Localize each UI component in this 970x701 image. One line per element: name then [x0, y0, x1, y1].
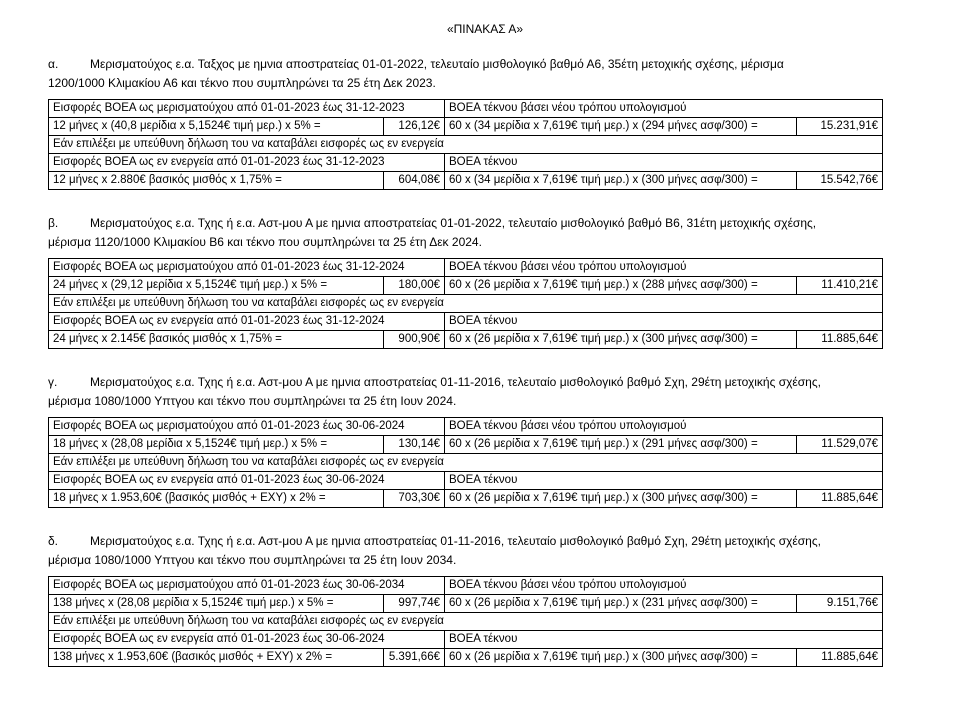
- table-row: [49, 136, 883, 154]
- table-row: [49, 100, 883, 118]
- active-formula: 138 μήνες x 1.953,60€ (βασικός μισθός + ΕΧΥ) x 2% =: [49, 649, 384, 667]
- section-letter: γ.: [48, 375, 58, 389]
- header-active-contributions: Εισφορές ΒΟΕΑ ως εν ενεργεία από 01-01-2023 έως 31-12-2024: [49, 313, 445, 331]
- table-row: [49, 631, 883, 649]
- child-formula: 60 x (26 μερίδια x 7,619€ τιμή μερ.) x (288 μήνες ασφ/300) =: [445, 277, 797, 295]
- section-alpha: [48, 55, 928, 190]
- note-row: Εάν επιλέξει με υπεύθυνη δήλωση του να καταβάλει εισφορές ως εν ενεργεία: [49, 613, 883, 631]
- intro-line-2: 1200/1000 Κλιμακίου Α6 και τέκνο που συμπληρώνει τα 25 έτη Δεκ 2023.: [48, 76, 436, 90]
- intro-line-2: μέρισμα 1080/1000 Υπτγου και τέκνο που συμπληρώνει τα 25 έτη Ιουν 2024.: [48, 394, 457, 408]
- active-value: 900,90€: [384, 331, 445, 349]
- header-member-contributions: Εισφορές ΒΟΕΑ ως μερισματούχου από 01-01-2023 έως 31-12-2024: [49, 259, 445, 277]
- intro-line-1: Μερισματούχος ε.α. Τχης ή ε.α. Αστ-μου Α με ημνια αποστρατείας 01-11-2016, τελευταίο μισθολογικό βαθμό Σχη, 29έτη μετοχικής σχέσης,: [90, 375, 821, 389]
- header-active-contributions: Εισφορές ΒΟΕΑ ως εν ενεργεία από 01-01-2023 έως 31-12-2023: [49, 154, 445, 172]
- table-row: [49, 277, 883, 295]
- active-formula: 24 μήνες x 2.145€ βασικός μισθός x 1,75% =: [49, 331, 384, 349]
- intro-line-2: μέρισμα 1080/1000 Υπτγου και τέκνο που συμπληρώνει τα 25 έτη Ιουν 2034.: [48, 553, 457, 567]
- header-member-contributions: Εισφορές ΒΟΕΑ ως μερισματούχου από 01-01-2023 έως 30-06-2024: [49, 418, 445, 436]
- child-formula: 60 x (26 μερίδια x 7,619€ τιμή μερ.) x (231 μήνες ασφ/300) =: [445, 595, 797, 613]
- section-letter: β.: [48, 216, 59, 230]
- table-row: [49, 577, 883, 595]
- section-intro: [48, 532, 928, 570]
- child-value: 11.410,21€: [797, 277, 883, 295]
- header-child-boea: ΒΟΕΑ τέκνου: [445, 313, 883, 331]
- header-child-boea: ΒΟΕΑ τέκνου: [445, 154, 883, 172]
- table-row: [49, 295, 883, 313]
- child-formula-active: 60 x (26 μερίδια x 7,619€ τιμή μερ.) x (300 μήνες ασφ/300) =: [445, 490, 797, 508]
- child-value: 11.529,07€: [797, 436, 883, 454]
- active-value: 5.391,66€: [384, 649, 445, 667]
- header-child-boea-new: ΒΟΕΑ τέκνου βάσει νέου τρόπου υπολογισμού: [445, 100, 883, 118]
- table-row: [49, 490, 883, 508]
- header-member-contributions: Εισφορές ΒΟΕΑ ως μερισματούχου από 01-01-2023 έως 30-06-2034: [49, 577, 445, 595]
- child-value-active: 11.885,64€: [797, 649, 883, 667]
- member-formula: 12 μήνες x (40,8 μερίδια x 5,1524€ τιμή μερ.) x 5% =: [49, 118, 384, 136]
- header-active-contributions: Εισφορές ΒΟΕΑ ως εν ενεργεία από 01-01-2023 έως 30-06-2024: [49, 631, 445, 649]
- contributions-table: [48, 258, 883, 349]
- member-formula: 24 μήνες x (29,12 μερίδια x 5,1524€ τιμή μερ.) x 5% =: [49, 277, 384, 295]
- table-row: [49, 118, 883, 136]
- child-value: 9.151,76€: [797, 595, 883, 613]
- section-intro: [48, 214, 928, 252]
- note-row: Εάν επιλέξει με υπεύθυνη δήλωση του να καταβάλει εισφορές ως εν ενεργεία: [49, 295, 883, 313]
- section-letter: δ.: [48, 534, 59, 548]
- table-row: [49, 331, 883, 349]
- intro-line-1: Μερισματούχος ε.α. Τχης ή ε.α. Αστ-μου Α με ημνια αποστρατείας 01-11-2016, τελευταίο μισθολογικό βαθμό Σχη, 29έτη μετοχικής σχέσης,: [90, 534, 821, 548]
- table-row: [49, 472, 883, 490]
- member-formula: 138 μήνες x (28,08 μερίδια x 5,1524€ τιμή μερ.) x 5% =: [49, 595, 384, 613]
- active-value: 703,30€: [384, 490, 445, 508]
- contributions-table: [48, 417, 883, 508]
- child-value: 15.231,91€: [797, 118, 883, 136]
- section-intro: [48, 55, 928, 93]
- child-value-active: 15.542,76€: [797, 172, 883, 190]
- header-active-contributions: Εισφορές ΒΟΕΑ ως εν ενεργεία από 01-01-2023 έως 30-06-2024: [49, 472, 445, 490]
- member-value: 130,14€: [384, 436, 445, 454]
- header-child-boea-new: ΒΟΕΑ τέκνου βάσει νέου τρόπου υπολογισμού: [445, 418, 883, 436]
- child-formula-active: 60 x (26 μερίδια x 7,619€ τιμή μερ.) x (300 μήνες ασφ/300) =: [445, 331, 797, 349]
- member-value: 180,00€: [384, 277, 445, 295]
- table-row: [49, 454, 883, 472]
- child-value-active: 11.885,64€: [797, 490, 883, 508]
- table-row: [49, 436, 883, 454]
- note-row: Εάν επιλέξει με υπεύθυνη δήλωση του να καταβάλει εισφορές ως εν ενεργεία: [49, 454, 883, 472]
- header-member-contributions: Εισφορές ΒΟΕΑ ως μερισματούχου από 01-01-2023 έως 31-12-2023: [49, 100, 445, 118]
- section-intro: [48, 373, 928, 411]
- table-row: [49, 649, 883, 667]
- intro-line-2: μέρισμα 1120/1000 Κλιμακίου Β6 και τέκνο που συμπληρώνει τα 25 έτη Δεκ 2024.: [48, 235, 482, 249]
- section-letter: α.: [48, 57, 59, 71]
- header-child-boea-new: ΒΟΕΑ τέκνου βάσει νέου τρόπου υπολογισμού: [445, 577, 883, 595]
- section-delta: [48, 532, 928, 667]
- child-formula: 60 x (34 μερίδια x 7,619€ τιμή μερ.) x (294 μήνες ασφ/300) =: [445, 118, 797, 136]
- section-beta: [48, 214, 928, 349]
- intro-line-1: Μερισματούχος ε.α. Τχης ή ε.α. Αστ-μου Α με ημνια αποστρατείας 01-01-2022, τελευταίο μισθολογικό βαθμό Β6, 31έτη μετοχικής σχέσης,: [90, 216, 817, 230]
- child-formula: 60 x (26 μερίδια x 7,619€ τιμή μερ.) x (291 μήνες ασφ/300) =: [445, 436, 797, 454]
- child-formula-active: 60 x (34 μερίδια x 7,619€ τιμή μερ.) x (300 μήνες ασφ/300) =: [445, 172, 797, 190]
- table-row: [49, 154, 883, 172]
- header-child-boea: ΒΟΕΑ τέκνου: [445, 631, 883, 649]
- active-value: 604,08€: [384, 172, 445, 190]
- table-row: [49, 313, 883, 331]
- contributions-table: [48, 576, 883, 667]
- child-value-active: 11.885,64€: [797, 331, 883, 349]
- section-gamma: [48, 373, 928, 508]
- active-formula: 18 μήνες x 1.953,60€ (βασικός μισθός + ΕΧΥ) x 2% =: [49, 490, 384, 508]
- table-row: [49, 172, 883, 190]
- active-formula: 12 μήνες x 2.880€ βασικός μισθός x 1,75% =: [49, 172, 384, 190]
- member-value: 126,12€: [384, 118, 445, 136]
- document-title: «ΠΙΝΑΚΑΣ Α»: [446, 22, 524, 36]
- contributions-table: [48, 99, 883, 190]
- table-row: [49, 418, 883, 436]
- table-row: [49, 595, 883, 613]
- header-child-boea: ΒΟΕΑ τέκνου: [445, 472, 883, 490]
- table-row: [49, 259, 883, 277]
- child-formula-active: 60 x (26 μερίδια x 7,619€ τιμή μερ.) x (300 μήνες ασφ/300) =: [445, 649, 797, 667]
- member-value: 997,74€: [384, 595, 445, 613]
- note-row: Εάν επιλέξει με υπεύθυνη δήλωση του να καταβάλει εισφορές ως εν ενεργεία: [49, 136, 883, 154]
- intro-line-1: Μερισματούχος ε.α. Ταξχος με ημνια αποστρατείας 01-01-2022, τελευταίο μισθολογικό βαθμό Α6, 35έτη μετοχικής σχέσης, μέρισμα: [90, 57, 784, 71]
- header-child-boea-new: ΒΟΕΑ τέκνου βάσει νέου τρόπου υπολογισμού: [445, 259, 883, 277]
- table-row: [49, 613, 883, 631]
- member-formula: 18 μήνες x (28,08 μερίδια x 5,1524€ τιμή μερ.) x 5% =: [49, 436, 384, 454]
